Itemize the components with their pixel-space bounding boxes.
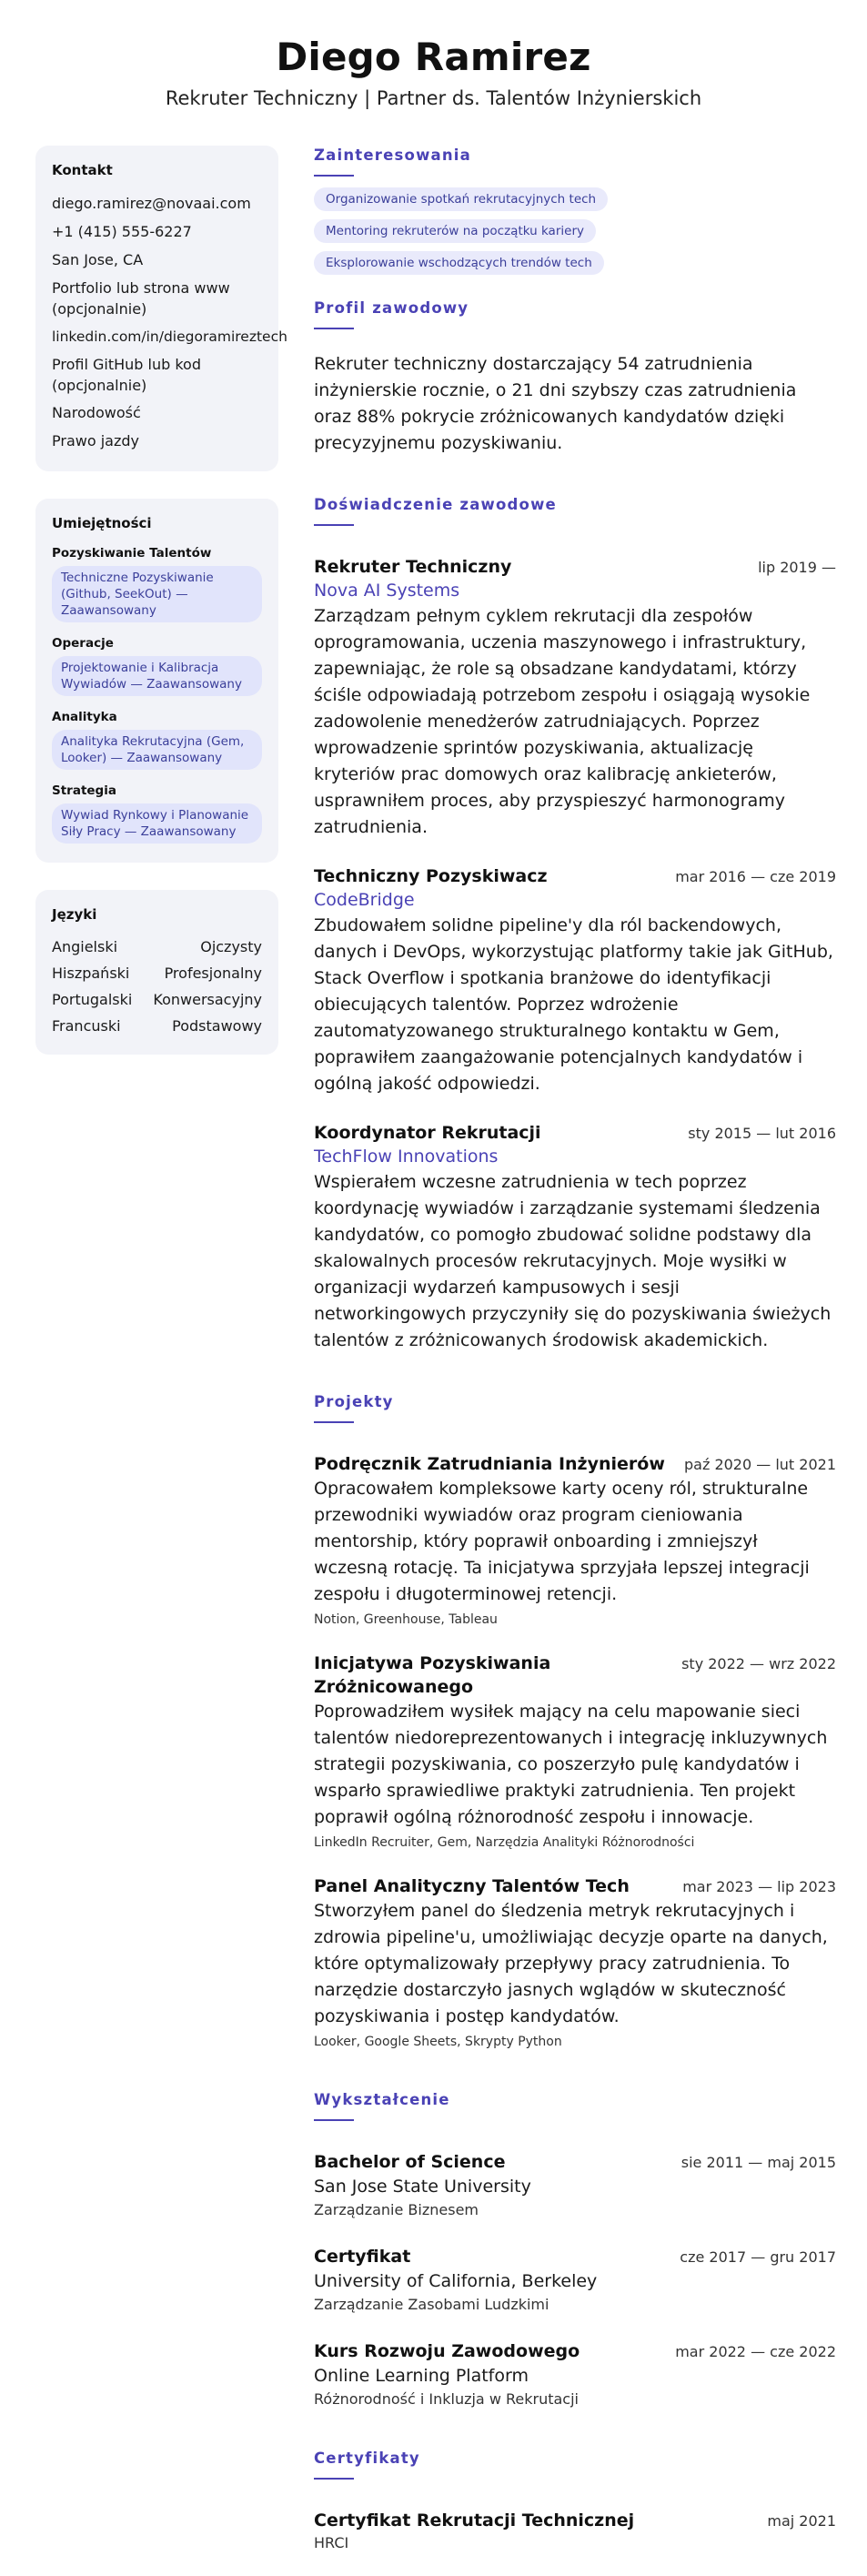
section-title: Projekty (314, 1393, 394, 1410)
project-entry (314, 1452, 836, 1630)
certificate-entry (314, 2509, 836, 2554)
project-date: mar 2023 — lip 2023 (682, 1878, 836, 1895)
skill-group-title: Analityka (52, 710, 117, 724)
contact-linkedin[interactable]: linkedin.com/in/diegoramireztech (52, 328, 287, 345)
education-entry (314, 2339, 836, 2410)
education-date: sie 2011 — maj 2015 (680, 2154, 836, 2171)
main-content (314, 146, 836, 2576)
education-entry (314, 2245, 836, 2316)
skills-card (35, 499, 278, 863)
education-degree: Bachelor of Science (314, 2152, 506, 2172)
contact-license: Prawo jazdy (52, 432, 139, 450)
job-description: Zbudowałem solidne pipeline'y dla ról backendowych, danych i DevOps, wykorzystując platformy takie jak GitHub, Stack Overflow i spotkania branżowe do identyfikacji obiecujących talentów. Poprzez wdrożenie zautomatyzowanego strukturalnego kontaktu w Gem, poprawiłem zaangażowanie potencjalnych kandydatów i ogólną jakość odpowiedzi. (314, 915, 833, 1094)
language-level: Podstawowy (172, 1017, 262, 1035)
job-date: mar 2016 — cze 2019 (675, 868, 836, 885)
interest-list (314, 187, 836, 275)
education-degree: Kurs Rozwoju Zawodowego (314, 2341, 580, 2361)
project-name: Inicjatywa Pozyskiwania Zróżnicowanego (314, 1653, 551, 1697)
education-date: mar 2022 — cze 2022 (675, 2343, 836, 2360)
job-date: sty 2015 — lut 2016 (688, 1125, 836, 1142)
certificate-date: maj 2021 (767, 2512, 836, 2530)
candidate-name: Diego Ramirez (276, 35, 591, 79)
contact-github[interactable]: Profil GitHub lub kod (opcjonalnie) (52, 356, 201, 394)
project-description: Opracowałem kompleksowe karty oceny ról, strukturalne przewodniki wywiadów oraz program cieniowania mentorship, który poprawił onboarding i zmniejszył wczesną rotację. Ta inicjatywa sprzyjała lepszej integracji zespołu i długoterminowej retencji. (314, 1479, 810, 1604)
interest-pill: Mentoring rekruterów na początku kariery (314, 219, 596, 243)
language-name: Angielski (52, 938, 118, 955)
profile-summary: Rekruter techniczny dostarczający 54 zatrudnienia inżynierskie rocznie, o 21 dni szybszy czas zatrudnienia oraz 88% pokrycie zróżnicowanych kandydatów dzięki precyzyjnemu pozyskiwaniu. (314, 354, 797, 453)
skill-pill: Analityka Rekrutacyjna (Gem, Looker) — Zaawansowany (52, 730, 262, 770)
languages-title: Języki (52, 906, 97, 923)
education-entry (314, 2150, 836, 2221)
experience-section (314, 495, 836, 1354)
language-row (52, 937, 262, 957)
contact-nationality: Narodowość (52, 404, 141, 421)
project-tech: LinkedIn Recruiter, Gem, Narzędzia Analityki Różnorodności (314, 1835, 695, 1850)
language-level: Profesjonalny (164, 965, 262, 982)
language-row (52, 964, 262, 984)
skill-group-title: Pozyskiwanie Talentów (52, 546, 212, 561)
sidebar (35, 146, 287, 1082)
project-description: Poprowadziłem wysiłek mający na celu mapowanie sieci talentów niedoreprezentowanych i integrację inkluzywnych strategii pozyskiwania, co poszerzyło pulę kandydatów i wsparło sprawiedliwe praktyki zatrudnienia. Ten projekt poprawił ogólną różnorodność zespołu i innowacje. (314, 1702, 828, 1827)
job-description: Wspierałem wczesne zatrudnienia w tech poprzez koordynację wywiadów i zarządzanie systemami śledzenia kandydatów, co pomogło zbudować solidne podstawy dla skalowalnych procesów rekrutacyjnych. Moje wysiłki w organizacji wydarzeń kampusowych i sesji networkingowych przyczyniły się do pozyskiwania świeżych talentów z zróżnicowanych środowisk akademickich. (314, 1172, 832, 1350)
interest-pill: Organizowanie spotkań rekrutacyjnych tech (314, 187, 608, 211)
section-title: Wykształcenie (314, 2091, 450, 2108)
job-date: lip 2019 — (758, 559, 836, 576)
experience-entry (314, 555, 836, 841)
languages-card (35, 890, 278, 1055)
job-company: Nova AI Systems (314, 581, 460, 601)
interest-pill: Eksplorowanie wschodzących trendów tech (314, 251, 604, 275)
skill-pill: Techniczne Pozyskiwanie (Github, SeekOut) — Zaawansowany (52, 566, 262, 622)
profile-section (314, 298, 836, 457)
project-entry (314, 1652, 836, 1853)
education-school: San Jose State University (314, 2177, 531, 2197)
contact-phone[interactable]: +1 (415) 555-6227 (52, 223, 192, 240)
experience-entry (314, 864, 836, 1097)
interests-section (314, 146, 836, 275)
education-school: University of California, Berkeley (314, 2271, 598, 2291)
language-level: Ojczysty (200, 938, 262, 955)
language-name: Francuski (52, 1017, 121, 1035)
skill-group-title: Strategia (52, 783, 116, 798)
certificates-section (314, 2449, 836, 2554)
education-degree: Certyfikat (314, 2247, 411, 2267)
skills-title: Umiejętności (52, 515, 152, 531)
language-name: Portugalski (52, 991, 133, 1008)
project-date: paź 2020 — lut 2021 (684, 1456, 836, 1473)
language-level: Konwersacyjny (153, 991, 262, 1008)
resume-header (0, 0, 867, 111)
section-divider (314, 175, 354, 177)
language-row (52, 1016, 262, 1036)
section-title: Doświadczenie zawodowe (314, 496, 557, 513)
contact-location: San Jose, CA (52, 251, 144, 268)
job-company: TechFlow Innovations (314, 1147, 499, 1167)
section-title: Zainteresowania (314, 146, 471, 164)
language-row (52, 990, 262, 1010)
project-tech: Notion, Greenhouse, Tableau (314, 1612, 498, 1627)
skill-pill: Projektowanie i Kalibracja Wywiadów — Zaawansowany (52, 656, 262, 696)
candidate-title: Rekruter Techniczny | Partner ds. Talentów Inżynierskich (165, 87, 702, 109)
section-divider (314, 1421, 354, 1423)
certificate-name: Certyfikat Rekrutacji Technicznej (314, 2510, 635, 2531)
job-role: Koordynator Rekrutacji (314, 1123, 541, 1143)
section-divider (314, 2478, 354, 2480)
project-name: Podręcznik Zatrudniania Inżynierów (314, 1454, 665, 1474)
project-entry (314, 1874, 836, 2052)
job-role: Techniczny Pozyskiwacz (314, 866, 548, 886)
section-divider (314, 328, 354, 329)
project-date: sty 2022 — wrz 2022 (681, 1655, 836, 1672)
project-tech: Looker, Google Sheets, Skrypty Python (314, 2035, 562, 2049)
projects-section (314, 1392, 836, 2052)
education-field: Różnorodność i Inkluzja w Rekrutacji (314, 2390, 579, 2408)
certificate-issuer: HRCI (314, 2534, 349, 2551)
contact-title: Kontakt (52, 162, 113, 178)
section-title: Certyfikaty (314, 2450, 420, 2467)
contact-card (35, 146, 287, 471)
job-description: Zarządzam pełnym cyklem rekrutacji dla zespołów oprogramowania, uczenia maszynowego i infrastruktury, zapewniając, że role są obsadzane kandydatami, którzy ściśle odpowiadają potrzebom zespołu i osiągają wysokie zadowolenie menedżerów zatrudniających. Poprzez wprowadzenie sprintów pozyskiwania, aktualizację kryteriów prac domowych oraz kalibrację ankieterów, usprawniłem proces, aby przyspieszyć harmonogramy zatrudnienia. (314, 606, 811, 837)
skill-pill: Wywiad Rynkowy i Planowanie Siły Pracy — Zaawansowany (52, 803, 262, 844)
education-field: Zarządzanie Biznesem (314, 2201, 479, 2218)
project-description: Stworzyłem panel do śledzenia metryk rekrutacyjnych i zdrowia pipeline'u, umożliwiając decyzje oparte na danych, które optymalizowały przepływy pracy zatrudnienia. To narzędzie dostarczyło jasnych wglądów w skuteczność pozyskiwania i postęp kandydatów. (314, 1901, 828, 2026)
section-divider (314, 2119, 354, 2121)
skill-group-title: Operacje (52, 636, 114, 651)
section-title: Profil zawodowy (314, 299, 469, 317)
education-section (314, 2090, 836, 2410)
project-name: Panel Analityczny Talentów Tech (314, 1876, 630, 1896)
section-divider (314, 524, 354, 526)
language-name: Hiszpański (52, 965, 130, 982)
contact-portfolio[interactable]: Portfolio lub strona www (opcjonalnie) (52, 279, 230, 318)
contact-email[interactable]: diego.ramirez@novaai.com (52, 195, 251, 212)
job-company: CodeBridge (314, 890, 415, 910)
education-school: Online Learning Platform (314, 2366, 529, 2386)
education-date: cze 2017 — gru 2017 (680, 2248, 836, 2266)
experience-entry (314, 1121, 836, 1354)
job-role: Rekruter Techniczny (314, 557, 512, 577)
education-field: Zarządzanie Zasobami Ludzkimi (314, 2296, 549, 2313)
